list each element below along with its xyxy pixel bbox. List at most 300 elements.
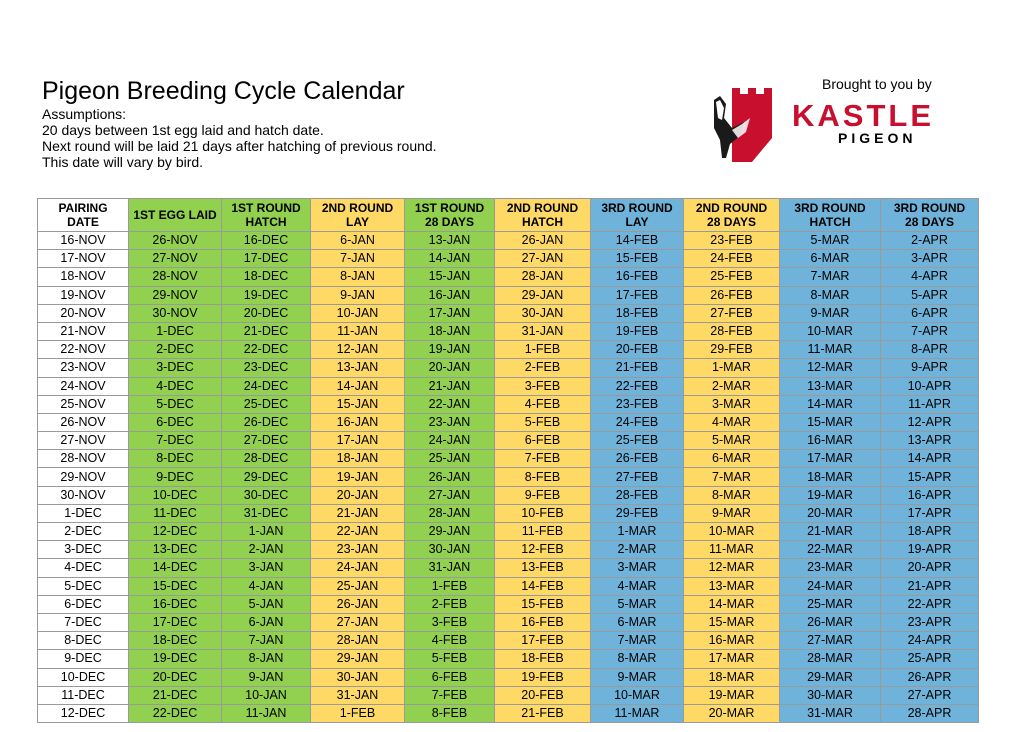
table-cell: 5-DEC [38, 577, 129, 595]
table-row [38, 395, 979, 413]
table-cell: 4-DEC [38, 559, 129, 577]
table-cell: 23-FEB [684, 232, 780, 250]
table-cell: 28-FEB [684, 322, 780, 340]
table-row [38, 595, 979, 613]
brought-by-text: Brought to you by [822, 76, 932, 92]
table-cell: 19-DEC [129, 650, 222, 668]
column-header-line2: 28 DAYS [707, 215, 756, 229]
table-cell: 17-MAR [780, 450, 881, 468]
table-cell: 2-DEC [129, 341, 222, 359]
table-cell: 20-NOV [38, 304, 129, 322]
table-cell: 6-DEC [38, 595, 129, 613]
table-cell: 26-NOV [38, 413, 129, 431]
table-cell: 23-JAN [405, 413, 495, 431]
breeding-calendar-table [37, 198, 979, 723]
table-cell: 12-MAR [780, 359, 881, 377]
table-cell: 12-JAN [311, 341, 405, 359]
table-cell: 12-FEB [495, 541, 591, 559]
table-cell: 25-MAR [780, 595, 881, 613]
table-row [38, 668, 979, 686]
assumptions-heading: Assumptions: [42, 106, 127, 122]
table-cell: 16-MAR [684, 632, 780, 650]
table-cell: 2-FEB [405, 595, 495, 613]
table-cell: 21-FEB [495, 704, 591, 722]
brand-subtitle: PIGEON [838, 130, 917, 146]
table-cell: 15-MAR [780, 413, 881, 431]
table-cell: 29-FEB [591, 504, 684, 522]
table-row [38, 559, 979, 577]
table-cell: 5-MAR [684, 432, 780, 450]
table-cell: 8-DEC [129, 450, 222, 468]
table-cell: 8-MAR [684, 486, 780, 504]
table-cell: 28-APR [881, 704, 979, 722]
table-cell: 29-NOV [38, 468, 129, 486]
table-cell: 7-JAN [222, 632, 311, 650]
table-cell: 5-APR [881, 286, 979, 304]
table-cell: 14-MAR [684, 595, 780, 613]
table-cell: 17-FEB [591, 286, 684, 304]
table-cell: 10-MAR [780, 322, 881, 340]
table-cell: 4-JAN [222, 577, 311, 595]
table-cell: 8-APR [881, 341, 979, 359]
table-cell: 28-NOV [38, 450, 129, 468]
table-cell: 24-JAN [405, 432, 495, 450]
column-header-line2: LAY [625, 215, 649, 229]
column-header-line1: PAIRING [58, 201, 108, 215]
table-cell: 27-MAR [780, 632, 881, 650]
table-cell: 19-JAN [405, 341, 495, 359]
table-cell: 29-MAR [780, 668, 881, 686]
table-cell: 6-JAN [311, 232, 405, 250]
assumptions-block [42, 106, 437, 170]
table-cell: 29-DEC [222, 468, 311, 486]
table-cell: 22-NOV [38, 341, 129, 359]
column-header [495, 199, 591, 232]
table-cell: 5-DEC [129, 395, 222, 413]
table-cell: 18-FEB [591, 304, 684, 322]
table-cell: 21-MAR [780, 523, 881, 541]
table-cell: 28-JAN [495, 268, 591, 286]
assumption-line: Next round will be laid 21 days after hatching of previous round. [42, 138, 437, 154]
table-row [38, 523, 979, 541]
table-row [38, 432, 979, 450]
table-cell: 3-JAN [222, 559, 311, 577]
table-cell: 20-APR [881, 559, 979, 577]
column-header [881, 199, 979, 232]
table-cell: 8-MAR [591, 650, 684, 668]
table-cell: 20-FEB [591, 341, 684, 359]
table-cell: 18-MAR [684, 668, 780, 686]
table-cell: 13-JAN [311, 359, 405, 377]
table-cell: 19-MAR [684, 686, 780, 704]
table-cell: 26-NOV [129, 232, 222, 250]
table-cell: 10-DEC [129, 486, 222, 504]
column-header-line2: HATCH [521, 215, 564, 229]
table-cell: 16-FEB [495, 613, 591, 631]
table-cell: 14-MAR [780, 395, 881, 413]
table-cell: 10-FEB [495, 504, 591, 522]
table-cell: 20-JAN [311, 486, 405, 504]
table-cell: 14-APR [881, 450, 979, 468]
table-cell: 18-JAN [311, 450, 405, 468]
column-header-line2: DATE [67, 215, 99, 229]
table-cell: 17-DEC [129, 613, 222, 631]
table-body [38, 232, 979, 723]
table-cell: 13-APR [881, 432, 979, 450]
table-cell: 3-MAR [591, 559, 684, 577]
table-cell: 11-APR [881, 395, 979, 413]
table-cell: 4-FEB [495, 395, 591, 413]
table-cell: 26-DEC [222, 413, 311, 431]
table-cell: 19-MAR [780, 486, 881, 504]
table-cell: 22-DEC [129, 704, 222, 722]
assumption-line: 20 days between 1st egg laid and hatch date. [42, 122, 324, 138]
header-row [38, 199, 979, 232]
table-cell: 24-NOV [38, 377, 129, 395]
table-cell: 27-JAN [311, 613, 405, 631]
table-cell: 24-FEB [591, 413, 684, 431]
table-cell: 26-MAR [780, 613, 881, 631]
table-row [38, 468, 979, 486]
table-row [38, 450, 979, 468]
column-header [684, 199, 780, 232]
table-cell: 9-MAR [780, 304, 881, 322]
table-cell: 22-JAN [405, 395, 495, 413]
table-cell: 28-DEC [222, 450, 311, 468]
table-cell: 6-FEB [495, 432, 591, 450]
column-header [38, 199, 129, 232]
table-row [38, 341, 979, 359]
table-cell: 29-FEB [684, 341, 780, 359]
table-cell: 10-DEC [38, 668, 129, 686]
table-cell: 6-JAN [222, 613, 311, 631]
table-cell: 25-JAN [405, 450, 495, 468]
table-cell: 1-DEC [129, 322, 222, 340]
table-cell: 10-MAR [591, 686, 684, 704]
table-cell: 16-DEC [129, 595, 222, 613]
castle-pigeon-icon [710, 78, 782, 168]
table-cell: 21-FEB [591, 359, 684, 377]
table-cell: 24-JAN [311, 559, 405, 577]
table-cell: 30-MAR [780, 686, 881, 704]
table-cell: 26-JAN [311, 595, 405, 613]
table-cell: 27-DEC [222, 432, 311, 450]
table-cell: 9-JAN [311, 286, 405, 304]
table-cell: 18-DEC [129, 632, 222, 650]
table-row [38, 322, 979, 340]
table-cell: 28-JAN [311, 632, 405, 650]
table-cell: 19-FEB [495, 668, 591, 686]
column-header-line1: 2ND ROUND [695, 201, 768, 215]
table-cell: 9-JAN [222, 668, 311, 686]
table-cell: 25-FEB [591, 432, 684, 450]
table-cell: 5-FEB [495, 413, 591, 431]
table-cell: 11-JAN [311, 322, 405, 340]
table-cell: 15-JAN [311, 395, 405, 413]
table-cell: 15-FEB [591, 250, 684, 268]
brand-name: KASTLE [792, 98, 934, 133]
table-cell: 28-FEB [591, 486, 684, 504]
table-cell: 1-FEB [311, 704, 405, 722]
table-row [38, 486, 979, 504]
kastle-pigeon-logo [710, 74, 970, 174]
table-cell: 1-MAR [684, 359, 780, 377]
column-header-line1: 3RD ROUND [893, 201, 966, 215]
table-cell: 1-FEB [405, 577, 495, 595]
table-cell: 30-NOV [129, 304, 222, 322]
table-row [38, 377, 979, 395]
column-header-line2: 28 DAYS [425, 215, 474, 229]
table-cell: 21-JAN [405, 377, 495, 395]
table-cell: 10-MAR [684, 523, 780, 541]
table-cell: 11-DEC [38, 686, 129, 704]
table-cell: 12-DEC [129, 523, 222, 541]
table-cell: 17-JAN [405, 304, 495, 322]
table-cell: 30-DEC [222, 486, 311, 504]
table-cell: 1-MAR [591, 523, 684, 541]
table-cell: 22-APR [881, 595, 979, 613]
table-cell: 4-FEB [405, 632, 495, 650]
column-header-line1: 1ST EGG LAID [133, 208, 217, 222]
table-cell: 18-APR [881, 523, 979, 541]
table-cell: 6-MAR [684, 450, 780, 468]
table-cell: 23-NOV [38, 359, 129, 377]
table-cell: 12-MAR [684, 559, 780, 577]
table-cell: 26-JAN [495, 232, 591, 250]
table-cell: 13-MAR [780, 377, 881, 395]
table-cell: 21-DEC [129, 686, 222, 704]
table-cell: 29-JAN [311, 650, 405, 668]
column-header-line1: 1ST ROUND [231, 201, 301, 215]
table-cell: 31-JAN [405, 559, 495, 577]
table-cell: 28-NOV [129, 268, 222, 286]
table-cell: 27-APR [881, 686, 979, 704]
table-cell: 8-JAN [222, 650, 311, 668]
table-cell: 2-DEC [38, 523, 129, 541]
table-cell: 14-DEC [129, 559, 222, 577]
table-cell: 25-NOV [38, 395, 129, 413]
table-cell: 20-DEC [129, 668, 222, 686]
table-cell: 12-DEC [38, 704, 129, 722]
table-row [38, 304, 979, 322]
table-cell: 19-NOV [38, 286, 129, 304]
table-cell: 11-MAR [591, 704, 684, 722]
table-cell: 14-FEB [591, 232, 684, 250]
table-cell: 22-DEC [222, 341, 311, 359]
table-cell: 20-MAR [780, 504, 881, 522]
table-cell: 4-MAR [591, 577, 684, 595]
table-cell: 14-FEB [495, 577, 591, 595]
table-row [38, 268, 979, 286]
table-cell: 8-DEC [38, 632, 129, 650]
assumption-line: This date will vary by bird. [42, 154, 204, 170]
table-cell: 29-JAN [495, 286, 591, 304]
table-cell: 23-MAR [780, 559, 881, 577]
table-cell: 5-MAR [591, 595, 684, 613]
table-cell: 6-FEB [405, 668, 495, 686]
column-header-line1: 3RD ROUND [794, 201, 866, 215]
table-cell: 18-MAR [780, 468, 881, 486]
column-header-line2: HATCH [809, 215, 851, 229]
table-cell: 4-APR [881, 268, 979, 286]
table-cell: 26-FEB [684, 286, 780, 304]
table-cell: 8-FEB [405, 704, 495, 722]
table-cell: 24-APR [881, 632, 979, 650]
table-cell: 27-JAN [405, 486, 495, 504]
table-cell: 2-MAR [684, 377, 780, 395]
table-cell: 27-FEB [591, 468, 684, 486]
table-cell: 27-NOV [38, 432, 129, 450]
column-header-line2: HATCH [245, 215, 287, 229]
table-cell: 14-JAN [311, 377, 405, 395]
table-cell: 3-FEB [405, 613, 495, 631]
table-cell: 7-MAR [780, 268, 881, 286]
table-cell: 20-MAR [684, 704, 780, 722]
table-cell: 2-APR [881, 232, 979, 250]
table-cell: 31-DEC [222, 504, 311, 522]
table-row [38, 650, 979, 668]
table-cell: 30-NOV [38, 486, 129, 504]
table-cell: 27-FEB [684, 304, 780, 322]
table-cell: 17-FEB [495, 632, 591, 650]
page-title: Pigeon Breeding Cycle Calendar [42, 77, 405, 105]
table-cell: 12-APR [881, 413, 979, 431]
table-cell: 31-JAN [495, 322, 591, 340]
column-header-line1: 1ST ROUND [414, 201, 485, 215]
table-row [38, 541, 979, 559]
table-cell: 20-FEB [495, 686, 591, 704]
table-cell: 27-JAN [495, 250, 591, 268]
table-cell: 20-DEC [222, 304, 311, 322]
table-cell: 18-FEB [495, 650, 591, 668]
table-cell: 24-FEB [684, 250, 780, 268]
table-cell: 1-JAN [222, 523, 311, 541]
table-cell: 7-MAR [684, 468, 780, 486]
table-cell: 17-JAN [311, 432, 405, 450]
table-cell: 21-APR [881, 577, 979, 595]
table-row [38, 286, 979, 304]
table-cell: 11-FEB [495, 523, 591, 541]
table-cell: 6-MAR [780, 250, 881, 268]
table-cell: 17-APR [881, 504, 979, 522]
table-cell: 15-DEC [129, 577, 222, 595]
table-cell: 7-DEC [38, 613, 129, 631]
column-header [311, 199, 405, 232]
table-cell: 15-FEB [495, 595, 591, 613]
table-cell: 23-JAN [311, 541, 405, 559]
table-row [38, 413, 979, 431]
table-cell: 31-JAN [311, 686, 405, 704]
column-header [129, 199, 222, 232]
table-cell: 28-MAR [780, 650, 881, 668]
table-row [38, 232, 979, 250]
column-header [405, 199, 495, 232]
table-cell: 13-FEB [495, 559, 591, 577]
table-cell: 2-MAR [591, 541, 684, 559]
table-cell: 23-DEC [222, 359, 311, 377]
table-cell: 11-DEC [129, 504, 222, 522]
table-cell: 7-MAR [591, 632, 684, 650]
table-cell: 23-APR [881, 613, 979, 631]
table-cell: 13-MAR [684, 577, 780, 595]
table-cell: 17-NOV [38, 250, 129, 268]
table-cell: 19-APR [881, 541, 979, 559]
table-cell: 21-DEC [222, 322, 311, 340]
column-header-line2: 28 DAYS [905, 215, 954, 229]
table-cell: 15-APR [881, 468, 979, 486]
table-cell: 4-DEC [129, 377, 222, 395]
table-cell: 27-NOV [129, 250, 222, 268]
table-cell: 11-JAN [222, 704, 311, 722]
table-cell: 10-JAN [311, 304, 405, 322]
column-header [222, 199, 311, 232]
table-row [38, 577, 979, 595]
table-cell: 17-DEC [222, 250, 311, 268]
table-cell: 7-JAN [311, 250, 405, 268]
table-cell: 22-MAR [780, 541, 881, 559]
table-cell: 21-NOV [38, 322, 129, 340]
table-cell: 16-DEC [222, 232, 311, 250]
table-cell: 5-MAR [780, 232, 881, 250]
table-cell: 10-APR [881, 377, 979, 395]
column-header-line1: 2ND ROUND [321, 201, 394, 215]
table-cell: 9-FEB [495, 486, 591, 504]
table-cell: 9-DEC [129, 468, 222, 486]
table-row [38, 704, 979, 722]
table-cell: 18-JAN [405, 322, 495, 340]
table-row [38, 613, 979, 631]
table-cell: 10-JAN [222, 686, 311, 704]
table-cell: 18-NOV [38, 268, 129, 286]
table-cell: 30-JAN [405, 541, 495, 559]
table-cell: 25-DEC [222, 395, 311, 413]
table-cell: 17-MAR [684, 650, 780, 668]
column-header [591, 199, 684, 232]
table-cell: 4-MAR [684, 413, 780, 431]
table-cell: 7-FEB [495, 450, 591, 468]
table-cell: 8-FEB [495, 468, 591, 486]
table-cell: 22-FEB [591, 377, 684, 395]
table-cell: 25-APR [881, 650, 979, 668]
table-cell: 19-DEC [222, 286, 311, 304]
table-cell: 16-MAR [780, 432, 881, 450]
table-cell: 15-JAN [405, 268, 495, 286]
table-cell: 14-JAN [405, 250, 495, 268]
table-cell: 11-MAR [780, 341, 881, 359]
column-header-line1: 3RD ROUND [601, 201, 673, 215]
table-cell: 31-MAR [780, 704, 881, 722]
table-cell: 9-DEC [38, 650, 129, 668]
table-cell: 9-MAR [684, 504, 780, 522]
table-cell: 24-DEC [222, 377, 311, 395]
table-cell: 3-MAR [684, 395, 780, 413]
table-cell: 5-JAN [222, 595, 311, 613]
column-header-line1: 2ND ROUND [506, 201, 579, 215]
column-header-line2: LAY [346, 215, 369, 229]
table-cell: 25-FEB [684, 268, 780, 286]
table-row [38, 504, 979, 522]
table-cell: 8-JAN [311, 268, 405, 286]
table-cell: 9-MAR [591, 668, 684, 686]
table-row [38, 250, 979, 268]
table-cell: 7-DEC [129, 432, 222, 450]
table-cell: 22-JAN [311, 523, 405, 541]
table-cell: 16-NOV [38, 232, 129, 250]
table-cell: 19-JAN [311, 468, 405, 486]
table-cell: 16-FEB [591, 268, 684, 286]
table-cell: 21-JAN [311, 504, 405, 522]
table-cell: 7-APR [881, 322, 979, 340]
